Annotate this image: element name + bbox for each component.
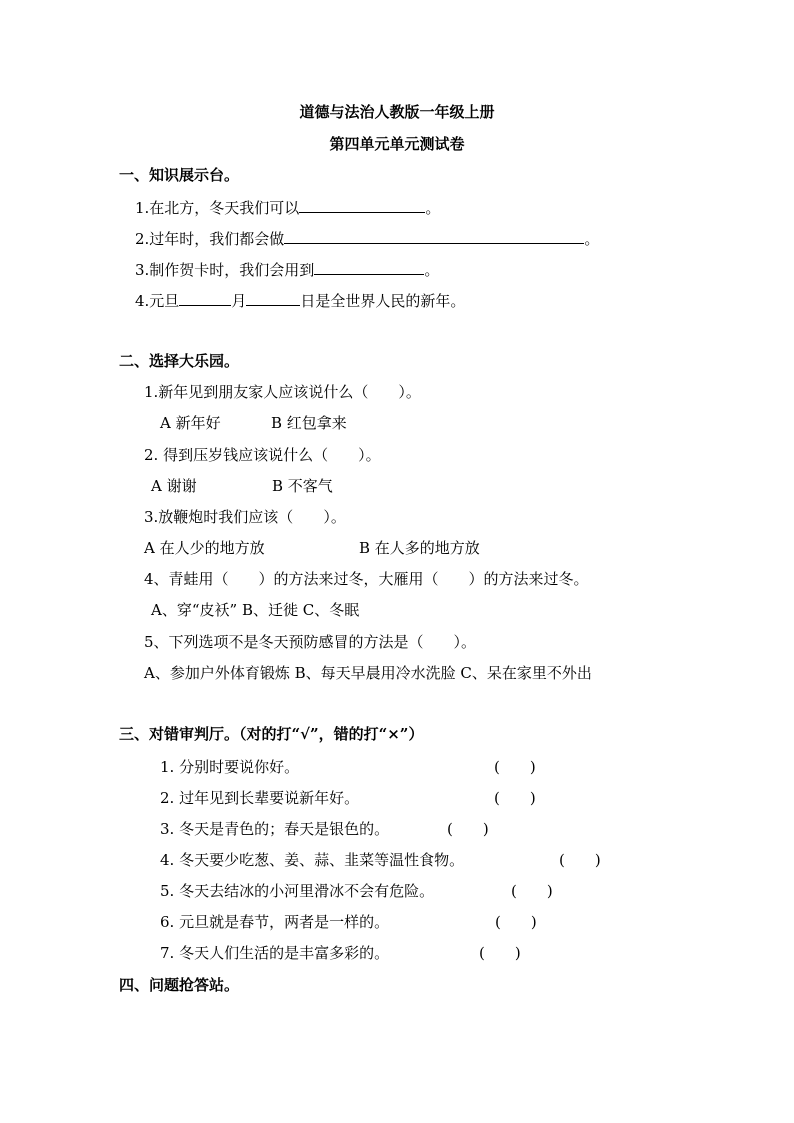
true-false-item: 7. 冬天人们生活的是丰富多彩的。: [160, 944, 390, 962]
fill-in-text: 。: [424, 261, 440, 279]
answer-parentheses[interactable]: ( ): [447, 820, 489, 838]
page-subtitle: 第四单元单元测试卷: [329, 135, 465, 153]
page-title: 道德与法治人教版一年级上册: [299, 103, 495, 121]
answer-parentheses[interactable]: ( ): [494, 758, 536, 776]
fill-in-text: 2.过年时，我们都会做: [135, 230, 285, 248]
choice-option-b[interactable]: B 不客气: [272, 477, 333, 495]
section-heading-3: 三、对错审判厅。（对的打“√”，错的打“×”）: [119, 725, 424, 743]
fill-in-item-1: [135, 197, 440, 217]
true-false-item: 3. 冬天是青色的；春天是银色的。: [160, 820, 390, 838]
choice-option-b[interactable]: B 红包拿来: [271, 414, 347, 432]
answer-parentheses[interactable]: ( ): [559, 851, 601, 869]
answer-parentheses[interactable]: ( ): [479, 944, 521, 962]
section-heading-1: 一、知识展示台。: [119, 166, 240, 184]
fill-in-item-4: [135, 290, 465, 310]
answer-blank-day[interactable]: [246, 290, 300, 306]
true-false-item: 2. 过年见到长辈要说新年好。: [160, 789, 360, 807]
choice-option-a[interactable]: A 在人少的地方放: [144, 539, 265, 557]
fill-in-text: 3.制作贺卡时，我们会用到: [135, 261, 315, 279]
true-false-item: 1. 分别时要说你好。: [160, 758, 300, 776]
answer-parentheses[interactable]: ( ): [494, 789, 536, 807]
choice-question-4: 4、青蛙用（ ）的方法来过冬，大雁用（ ）的方法来过冬。: [144, 570, 589, 588]
section-heading-4: 四、问题抢答站。: [119, 976, 240, 994]
choice-question-1: 1.新年见到朋友家人应该说什么（ ）。: [144, 383, 421, 401]
fill-in-text: 。: [425, 199, 441, 217]
true-false-item: 4. 冬天要少吃葱、姜、蒜、韭菜等温性食物。: [160, 851, 465, 869]
fill-in-text: 日是全世界人民的新年。: [300, 292, 466, 310]
choice-options[interactable]: A、穿“皮袄” B、迁徙 C、冬眠: [151, 601, 360, 619]
fill-in-item-3: [135, 259, 439, 279]
choice-question-3: 3.放鞭炮时我们应该（ ）。: [144, 508, 346, 526]
answer-parentheses[interactable]: ( ): [511, 882, 553, 900]
fill-in-text: 4.元旦: [135, 292, 180, 310]
answer-blank[interactable]: [314, 259, 424, 275]
choice-option-a[interactable]: A 新年好: [160, 414, 221, 432]
answer-blank[interactable]: [284, 228, 584, 244]
fill-in-text: 月: [231, 292, 247, 310]
choice-question-2: 2. 得到压岁钱应该说什么（ ）。: [144, 446, 381, 464]
fill-in-text: 1.在北方，冬天我们可以: [135, 199, 300, 217]
answer-parentheses[interactable]: ( ): [495, 913, 537, 931]
answer-blank-month[interactable]: [179, 290, 231, 306]
answer-blank[interactable]: [299, 197, 425, 213]
choice-options[interactable]: A、参加户外体育锻炼 B、每天早晨用冷水洗脸 C、呆在家里不外出: [144, 664, 592, 682]
true-false-item: 6. 元旦就是春节，两者是一样的。: [160, 913, 390, 931]
choice-question-5: 5、下列选项不是冬天预防感冒的方法是（ ）。: [144, 633, 477, 651]
choice-option-b[interactable]: B 在人多的地方放: [359, 539, 480, 557]
fill-in-item-2: [135, 228, 599, 248]
fill-in-text: 。: [584, 230, 600, 248]
section-heading-2: 二、选择大乐园。: [119, 352, 240, 370]
choice-option-a[interactable]: A 谢谢: [151, 477, 197, 495]
true-false-item: 5. 冬天去结冰的小河里滑冰不会有危险。: [160, 882, 435, 900]
